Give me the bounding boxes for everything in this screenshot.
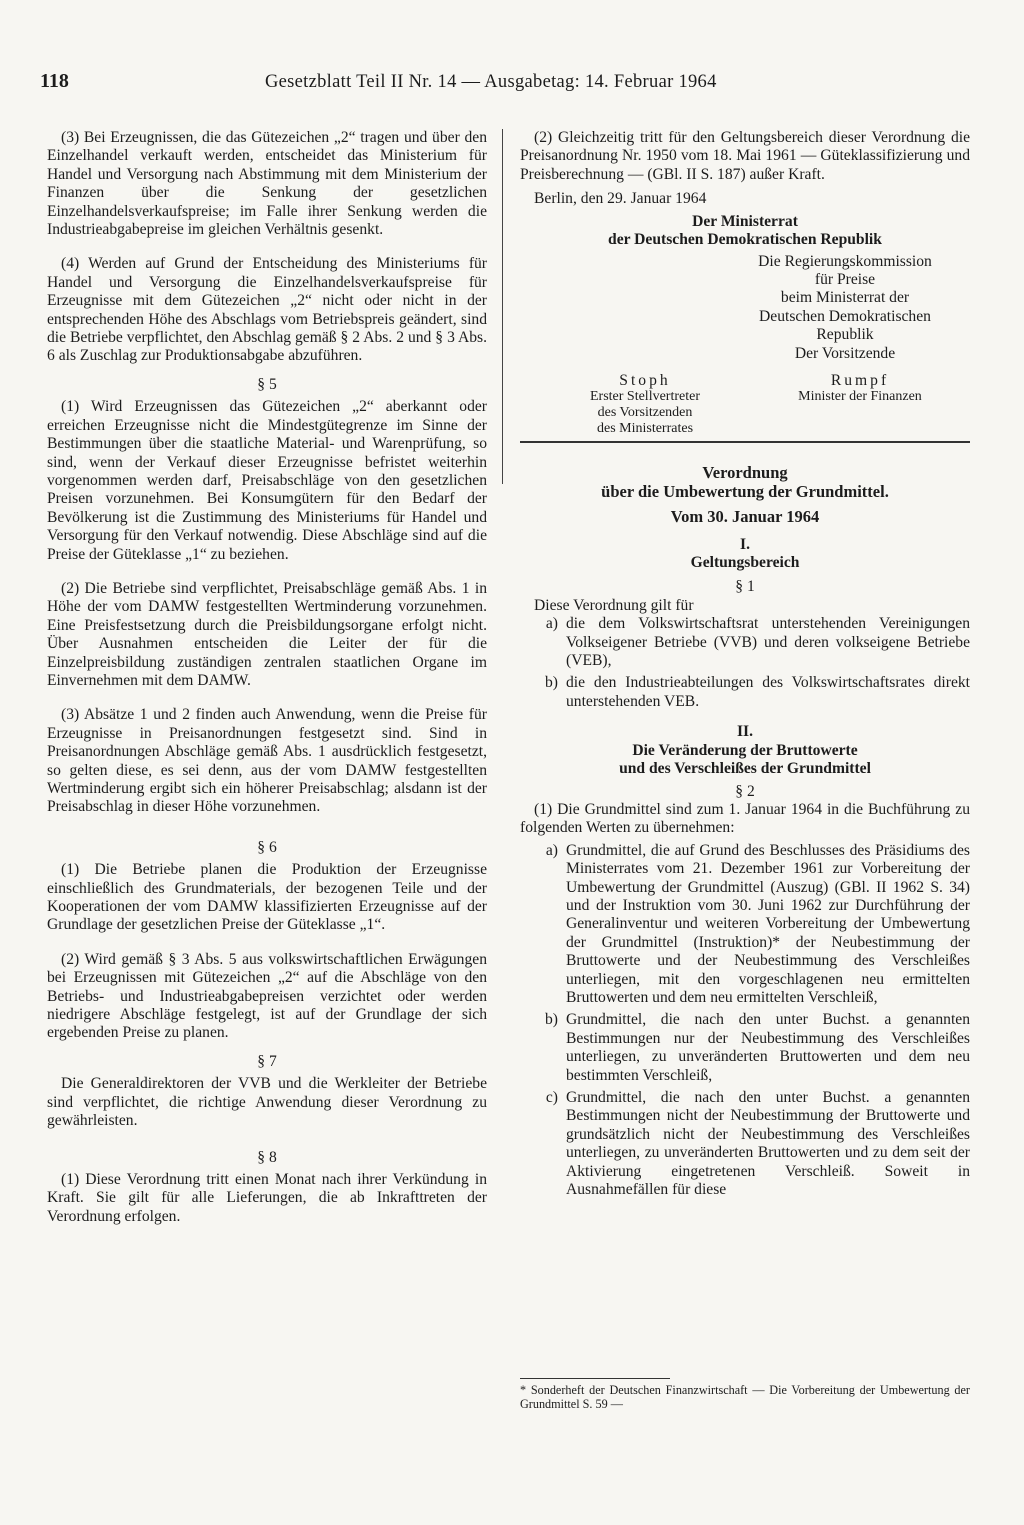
list-item-text: Grundmittel, die auf Grund des Beschlusses des Präsidiums des Ministerrates vom 21. Dezember 1961 zur Vorbereitung der Umbewertung der Grundmittel (Auszug) (GBl. II 1962 S. 34) und der Instruktion vom 30. Juni 1962 zur Durchführung der Generalinventur und weiteren Vorbereitung der Umbewertung der Grundmittel (Instruktion)* der Neubestimmung der Bruttowerte und der Neubestimmung des Verschleißes unterliegen, mit den vorgeschlagenen neu ermittelten Bruttowerten und dem neu ermittelten Verschleiß,	[566, 841, 970, 1006]
ordinance-date: Vom 30. Januar 1964	[670, 506, 820, 526]
list-item	[520, 615, 970, 670]
list-item	[520, 842, 970, 1008]
signature-block	[520, 212, 970, 436]
commission-line-4: Deutschen Demokratischen	[759, 307, 931, 325]
paragraph-6-2: (2) Wird gemäß § 3 Abs. 5 aus volkswirtschaftlichen Erwägungen bei Erzeugnissen mit Gütezeichen „2“ auf die Abschläge von den Betriebs- und Industrieabgabepreisen verzichtet oder werden niedrigere Abschläge festgelegt, ist auf der Grundlage der sich ergebenden Preise zu planen.	[47, 950, 487, 1042]
ordinance-title-line-2: über die Umbewertung der Grundmittel.	[601, 481, 889, 501]
list-item-text: die dem Volkswirtschaftsrat unterstehenden Vereinigungen Volkseigener Betriebe (VVB) und deren volkseigene Betriebe (VEB),	[566, 615, 970, 670]
list-item-text: Grundmittel, die nach den unter Buchst. a genannten Bestimmungen nicht der Neubestimmung der Bruttowerte und grundsätzlich nicht der Neubestimmung des Verschleißes unterliegen, zu unveränderten Bruttowerten und zu dem seit der Aktivierung eingetretenen Verschleiß. Soweit in Ausnahmefällen für diese	[566, 1089, 970, 1199]
paragraph-6-1: (1) Die Betriebe planen die Produktion der Erzeugnisse einschließlich des Grundmaterials, der bezogenen Teile und der Kooperationen der vom DAMW klassifizierten Erzeugnisse auf der Grundlage der gesetzlichen Preise der Güteklasse „1“.	[47, 861, 487, 934]
section-5-heading: § 5	[257, 375, 277, 393]
list-item-text: die den Industrieabteilungen des Volkswirtschaftsrates direkt unterstehenden VEB.	[566, 674, 970, 710]
commission-line-2: für Preise	[814, 271, 876, 289]
list-item-text: Grundmittel, die nach den unter Buchst. a genannten Bestimmungen nur der Neubestimmung des Verschleißes unterliegen, zu unveränderten Bruttowerten und dem neu bestimmten Verschleiß,	[566, 1011, 970, 1084]
list-item-label: b)	[545, 674, 558, 692]
signatory-name-stoph: Stoph	[619, 371, 671, 389]
list-item-label: a)	[545, 615, 558, 633]
section-2-heading: § 2	[735, 782, 755, 800]
part-1-title: Geltungsbereich	[690, 554, 800, 572]
left-column	[47, 129, 487, 1226]
part-2-title-line-2: und des Verschleißes der Grundmittel	[619, 760, 871, 778]
commission-line-6: Der Vorsitzende	[794, 344, 896, 362]
paragraph-4-3: (3) Bei Erzeugnissen, die das Gütezeichen „2“ tragen und über den Einzelhandel verkauft werden, entscheidet das Ministerium für Handel und Versorgung nach Abstimmung mit dem Ministerium der Finanzen über die Senkung der gesetzlichen Einzelhandelsverkaufspreise; im Falle ihrer Senkung werden die Industrieabgabepreise im gleichen Verhältnis gesenkt.	[47, 129, 487, 239]
right-column	[520, 129, 970, 1199]
footnote-text: * Sonderheft der Deutschen Finanzwirtschaft — Die Vorbereitung der Umbewertung der Grundmittel S. 59 —	[520, 1383, 970, 1411]
list-item-label: b)	[545, 1011, 558, 1029]
commission-line-3: beim Ministerrat der	[780, 289, 910, 307]
ordinance-title-line-1: Verordnung	[702, 462, 788, 482]
list-item-label: a)	[545, 841, 558, 859]
signatory-rumpf	[750, 373, 970, 405]
stoph-title-3: des Ministerrates	[596, 420, 694, 436]
page-number: 118	[40, 70, 69, 92]
paragraph-8-1: (1) Diese Verordnung tritt einen Monat nach ihrer Verkündung in Kraft. Sie gilt für alle Lieferungen, die ab Inkrafttreten der Verordnung erfolgen.	[47, 1170, 487, 1225]
commission-line-1: Die Regierungskommission	[758, 252, 932, 270]
page-header	[40, 70, 980, 100]
rumpf-title: Minister der Finanzen	[798, 388, 922, 404]
stoph-title-2: des Vorsitzenden	[597, 404, 693, 420]
signatory-org-line-2: der Deutschen Demokratischen Republik	[608, 231, 882, 249]
paragraph-5-3: (3) Absätze 1 und 2 finden auch Anwendung, wenn die Preise für Erzeugnisse in Preisanordnungen festgesetzt sind. Sind in Preisanordnungen Abschläge gemäß Abs. 1 ausdrücklich festgesetzt, so gelten diese, es sei denn, aus der vom DAMW festgestellten Wertminderung ergibt sich ein höherer Preisabschlag; alsdann ist der Preisabschlag in dieser Höhe vorzunehmen.	[47, 706, 487, 816]
list-item	[520, 1089, 970, 1199]
section-8-heading: § 8	[257, 1148, 277, 1166]
footnote-rule	[520, 1378, 670, 1379]
section-1-intro: Diese Verordnung gilt für	[534, 596, 694, 614]
column-divider	[502, 129, 503, 484]
paragraph-2-1: (1) Die Grundmittel sind zum 1. Januar 1964 in die Buchführung zu folgenden Werten zu übernehmen:	[520, 800, 970, 837]
part-2-title-line-1: Die Veränderung der Bruttowerte	[632, 741, 858, 759]
footnote-block	[520, 1378, 970, 1411]
paragraph-5-2: (2) Die Betriebe sind verpflichtet, Preisabschläge gemäß Abs. 1 in Höhe der vom DAMW festgestellten Wertminderung vorzunehmen. Eine Preisfestsetzung durch die Preisbildungsorgane erfolgt nicht. Über Ausnahmen entscheiden die Leiter der für die Einzelpreisbildung zuständigen zentralen staatlichen Organe im Einvernehmen mit dem DAMW.	[47, 579, 487, 689]
signatory-name-rumpf: Rumpf	[830, 371, 890, 389]
stoph-title-1: Erster Stellvertreter	[589, 388, 700, 404]
list-item	[520, 674, 970, 711]
part-2-number: II.	[736, 723, 754, 741]
header-title: Gesetzblatt Teil II Nr. 14 — Ausgabetag: 14. Februar 1964	[265, 72, 717, 92]
commission-block	[710, 253, 980, 363]
list-item-label: c)	[545, 1089, 558, 1106]
signatory-org-line-1: Der Ministerrat	[692, 212, 798, 230]
section-1-heading: § 1	[735, 578, 755, 596]
section-separator	[520, 441, 970, 443]
part-1-number: I.	[740, 535, 750, 553]
list-item	[520, 1011, 970, 1085]
section-7-heading: § 7	[257, 1052, 277, 1070]
paragraph-5-1: (1) Wird Erzeugnissen das Gütezeichen „2“ aberkannt oder erreichen Erzeugnisse nicht die Mindestgütegrenze im Sinne der Bestimmungen über die staatliche Material- und Warenprüfung, so sind, wenn der Verkauf dieser Erzeugnisse befristet weiterhin vorgenommen werden darf, Preisabschläge von den gesetzlichen Preisen vorzunehmen. Bei Konsumgütern für den Bedarf der Bevölkerung ist die Zustimmung des Ministeriums für Handel und Versorgung für den Verkauf notwendig. Diese Abschläge sind auf die Preise der Güteklasse „1“ zu beziehen.	[47, 398, 487, 563]
commission-line-5: Republik	[816, 326, 874, 344]
paragraph-7-1: Die Generaldirektoren der VVB und die Werkleiter der Betriebe sind verpflichtet, die richtige Anwendung dieser Verordnung zu gewährleisten.	[47, 1075, 487, 1130]
signing-date: Berlin, den 29. Januar 1964	[534, 190, 707, 208]
signatory-stoph	[540, 373, 750, 437]
section-6-heading: § 6	[257, 838, 277, 856]
paragraph-repeal: (2) Gleichzeitig tritt für den Geltungsbereich dieser Verordnung die Preisanordnung Nr. 1950 vom 18. Mai 1961 — Güteklassifizierung und Preisberechnung — (GBl. II S. 187) außer Kraft.	[520, 129, 970, 183]
paragraph-4-4: (4) Werden auf Grund der Entscheidung des Ministeriums für Handel und Versorgung die Einzelhandelsverkaufspreise für Erzeugnisse mit dem Gütezeichen „2“ nicht oder nicht in der entsprechenden Höhe des Abschlags vom Betriebspreis geändert, sind die Betriebe verpflichtet, den Abschlag gemäß § 2 Abs. 2 und § 3 Abs. 6 als Zuschlag zur Produktionsabgabe abzuführen.	[47, 255, 487, 365]
